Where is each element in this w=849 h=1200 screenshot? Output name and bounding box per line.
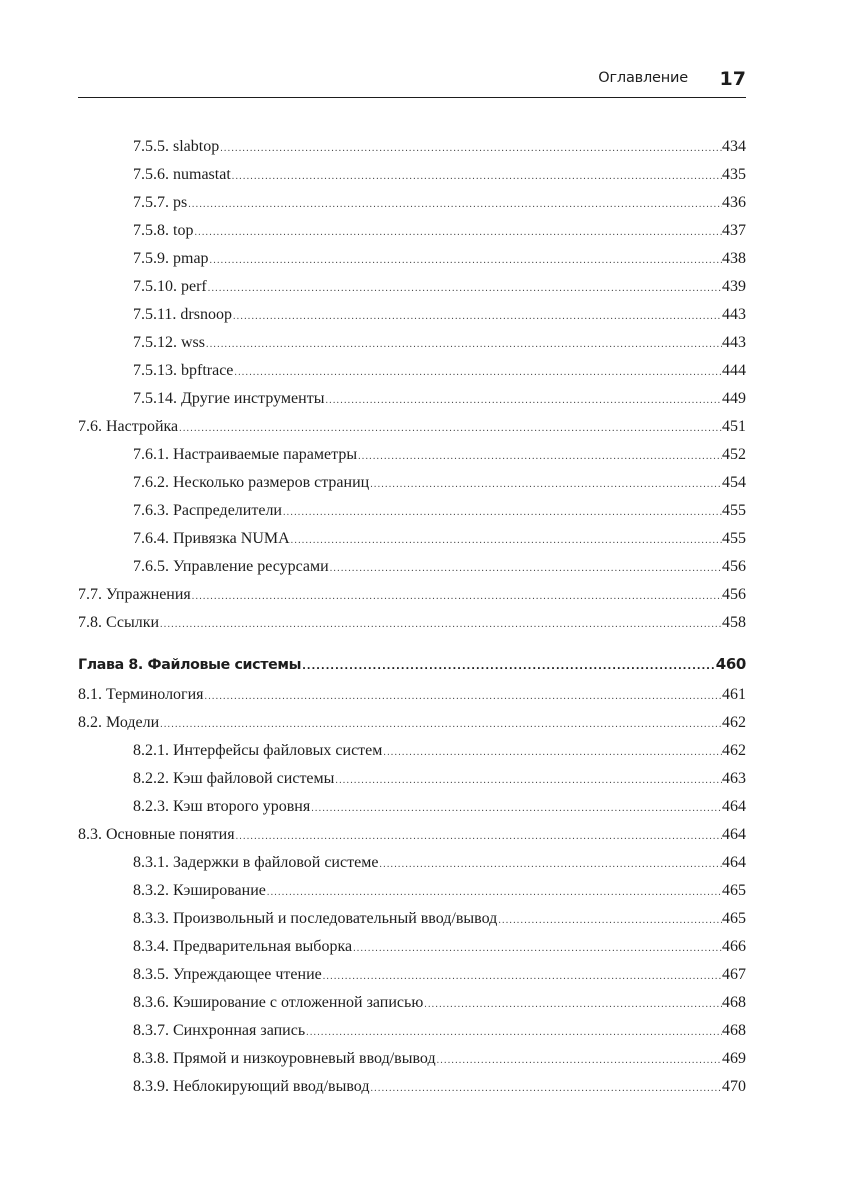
toc-entry-page: 436 bbox=[722, 194, 746, 211]
toc-entry-title: 7.6.5. Управление ресурсами bbox=[133, 558, 329, 575]
toc-dot-leader bbox=[232, 163, 722, 191]
toc-dot-leader bbox=[283, 499, 722, 527]
toc-entry-title: 7.6.2. Несколько размеров страниц bbox=[133, 474, 370, 491]
toc-entry-title: 8.3.7. Синхронная запись bbox=[133, 1022, 306, 1039]
toc-entry-title: 7.6.1. Настраиваемые параметры bbox=[133, 446, 358, 463]
toc-entry-title: 7.5.12. wss bbox=[133, 334, 206, 351]
toc-entry-page: 443 bbox=[722, 306, 746, 323]
toc-entry-page: 452 bbox=[722, 446, 746, 463]
toc-entry-page: 469 bbox=[722, 1050, 746, 1067]
page-number: 17 bbox=[719, 68, 746, 90]
toc-entry-page: 468 bbox=[722, 994, 746, 1011]
toc-dot-leader bbox=[370, 471, 722, 499]
toc-entry-title: 8.2.1. Интерфейсы файловых систем bbox=[133, 742, 383, 759]
toc-entry-page: 465 bbox=[722, 882, 746, 899]
toc-entry-title: 7.5.14. Другие инструменты bbox=[133, 390, 325, 407]
toc-entry-title: 7.6. Настройка bbox=[78, 418, 179, 435]
toc-dot-leader bbox=[233, 303, 722, 331]
toc-dot-leader bbox=[498, 907, 722, 935]
toc-entry-title: 7.5.7. ps bbox=[133, 194, 188, 211]
toc-dot-leader bbox=[335, 767, 722, 795]
toc-dot-leader bbox=[306, 1019, 722, 1047]
toc-entry-title: 8.3.6. Кэширование с отложенной записью bbox=[133, 994, 424, 1011]
toc-entry-page: 449 bbox=[722, 390, 746, 407]
toc-dot-leader bbox=[267, 879, 722, 907]
toc-subsection-entry[interactable] bbox=[78, 525, 746, 553]
toc-entry-title: 7.5.13. bpftrace bbox=[133, 362, 234, 379]
toc-entry-title: 7.5.5. slabtop bbox=[133, 138, 220, 155]
toc-entry-title: 7.5.10. perf bbox=[133, 278, 207, 295]
toc-dot-leader bbox=[323, 963, 722, 991]
toc-subsection-entry[interactable] bbox=[78, 161, 746, 189]
toc-subsection-entry[interactable] bbox=[78, 765, 746, 793]
toc-subsection-entry[interactable] bbox=[78, 553, 746, 581]
toc-entry-page: 463 bbox=[722, 770, 746, 787]
toc-section-entry[interactable] bbox=[78, 681, 746, 709]
toc-dot-leader bbox=[330, 555, 722, 583]
toc-entry-page: 458 bbox=[722, 614, 746, 631]
toc-dot-leader bbox=[188, 191, 722, 219]
toc-entry-page: 434 bbox=[722, 138, 746, 155]
toc-dot-leader bbox=[424, 991, 722, 1019]
toc-dot-leader bbox=[160, 711, 722, 739]
header-divider bbox=[78, 97, 746, 98]
toc-dot-leader bbox=[210, 247, 722, 275]
toc-entry-page: 455 bbox=[722, 530, 746, 547]
toc-dot-leader bbox=[220, 135, 722, 163]
toc-dot-leader bbox=[206, 331, 722, 359]
toc-entry-title: 7.7. Упражнения bbox=[78, 586, 191, 603]
toc-entry-title: 8.3.9. Неблокирующий ввод/вывод bbox=[133, 1078, 370, 1095]
toc-subsection-entry[interactable] bbox=[78, 989, 746, 1017]
running-header bbox=[78, 68, 746, 96]
toc-chapter-title: Глава 8. Файловые системы bbox=[78, 657, 302, 673]
toc-subsection-entry[interactable] bbox=[78, 385, 746, 413]
toc-entry-title: 8.2.3. Кэш второго уровня bbox=[133, 798, 311, 815]
toc-entry-title: 8.3.8. Прямой и низкоуровневый ввод/вывод bbox=[133, 1050, 436, 1067]
toc-entry-page: 462 bbox=[722, 742, 746, 759]
toc-entry-page: 468 bbox=[722, 1022, 746, 1039]
toc-entry-page: 455 bbox=[722, 502, 746, 519]
running-header-title: Оглавление bbox=[598, 70, 688, 86]
toc-subsection-entry[interactable] bbox=[78, 273, 746, 301]
toc-entry-page: 438 bbox=[722, 250, 746, 267]
toc-dot-leader bbox=[358, 443, 722, 471]
toc-subsection-entry[interactable] bbox=[78, 497, 746, 525]
table-of-contents bbox=[78, 133, 746, 1101]
toc-entry-page: 444 bbox=[722, 362, 746, 379]
toc-entry-title: 7.5.11. drsnoop bbox=[133, 306, 232, 323]
toc-dot-leader bbox=[311, 795, 722, 823]
toc-subsection-entry[interactable] bbox=[78, 905, 746, 933]
toc-entry-page: 451 bbox=[722, 418, 746, 435]
toc-dot-leader bbox=[192, 583, 722, 611]
toc-subsection-entry[interactable] bbox=[78, 849, 746, 877]
toc-entry-page: 462 bbox=[722, 714, 746, 731]
toc-subsection-entry[interactable] bbox=[78, 217, 746, 245]
toc-dot-leader bbox=[302, 653, 716, 681]
toc-subsection-entry[interactable] bbox=[78, 329, 746, 357]
toc-dot-leader bbox=[370, 1075, 722, 1103]
toc-entry-title: 8.2. Модели bbox=[78, 714, 160, 731]
toc-subsection-entry[interactable] bbox=[78, 933, 746, 961]
toc-dot-leader bbox=[291, 527, 722, 555]
toc-entry-title: 8.3. Основные понятия bbox=[78, 826, 235, 843]
toc-entry-title: 8.1. Терминология bbox=[78, 686, 204, 703]
toc-entry-page: 437 bbox=[722, 222, 746, 239]
toc-entry-page: 461 bbox=[722, 686, 746, 703]
toc-subsection-entry[interactable] bbox=[78, 469, 746, 497]
toc-entry-page: 456 bbox=[722, 586, 746, 603]
toc-subsection-entry[interactable] bbox=[78, 441, 746, 469]
toc-entry-page: 443 bbox=[722, 334, 746, 351]
toc-entry-title: 7.6.3. Распределители bbox=[133, 502, 282, 519]
toc-section-entry[interactable] bbox=[78, 581, 746, 609]
toc-entry-title: 7.5.6. numastat bbox=[133, 166, 231, 183]
toc-subsection-entry[interactable] bbox=[78, 737, 746, 765]
toc-entry-page: 456 bbox=[722, 558, 746, 575]
toc-entry-page: 454 bbox=[722, 474, 746, 491]
toc-subsection-entry[interactable] bbox=[78, 1045, 746, 1073]
toc-section-entry[interactable] bbox=[78, 709, 746, 737]
toc-subsection-entry[interactable] bbox=[78, 245, 746, 273]
toc-dot-leader bbox=[208, 275, 722, 303]
toc-entry-title: 8.2.2. Кэш файловой системы bbox=[133, 770, 335, 787]
toc-entry-page: 464 bbox=[722, 854, 746, 871]
toc-dot-leader bbox=[179, 415, 722, 443]
toc-chapter-page: 460 bbox=[715, 655, 746, 673]
toc-dot-leader bbox=[379, 851, 722, 879]
toc-entry-title: 8.3.5. Упреждающее чтение bbox=[133, 966, 322, 983]
toc-entry-page: 464 bbox=[722, 798, 746, 815]
toc-entry-title: 8.3.3. Произвольный и последовательный ввод/вывод bbox=[133, 910, 498, 927]
toc-entry-page: 465 bbox=[722, 910, 746, 927]
toc-entry-title: 7.5.9. pmap bbox=[133, 250, 209, 267]
toc-subsection-entry[interactable] bbox=[78, 877, 746, 905]
toc-entry-title: 8.3.2. Кэширование bbox=[133, 882, 266, 899]
toc-chapter-heading[interactable] bbox=[78, 649, 746, 681]
toc-entry-page: 439 bbox=[722, 278, 746, 295]
toc-dot-leader bbox=[383, 739, 722, 767]
toc-entry-page: 466 bbox=[722, 938, 746, 955]
toc-entry-page: 464 bbox=[722, 826, 746, 843]
toc-entry-title: 7.8. Ссылки bbox=[78, 614, 160, 631]
toc-subsection-entry[interactable] bbox=[78, 961, 746, 989]
toc-dot-leader bbox=[353, 935, 722, 963]
toc-group-chapter-8 bbox=[78, 681, 746, 1101]
toc-entry-page: 467 bbox=[722, 966, 746, 983]
toc-subsection-entry[interactable] bbox=[78, 357, 746, 385]
toc-subsection-entry[interactable] bbox=[78, 1017, 746, 1045]
toc-dot-leader bbox=[437, 1047, 722, 1075]
toc-entry-page: 470 bbox=[722, 1078, 746, 1095]
toc-group-chapter-7 bbox=[78, 133, 746, 637]
toc-dot-leader bbox=[325, 387, 722, 415]
toc-subsection-entry[interactable] bbox=[78, 133, 746, 161]
toc-dot-leader bbox=[234, 359, 722, 387]
toc-entry-title: 8.3.1. Задержки в файловой системе bbox=[133, 854, 379, 871]
toc-section-entry[interactable] bbox=[78, 413, 746, 441]
toc-dot-leader bbox=[194, 219, 722, 247]
toc-subsection-entry[interactable] bbox=[78, 301, 746, 329]
toc-entry-title: 7.6.4. Привязка NUMA bbox=[133, 530, 290, 547]
toc-entry-title: 8.3.4. Предварительная выборка bbox=[133, 938, 353, 955]
toc-subsection-entry[interactable] bbox=[78, 189, 746, 217]
toc-entry-title: 7.5.8. top bbox=[133, 222, 194, 239]
toc-entry-page: 435 bbox=[722, 166, 746, 183]
toc-dot-leader bbox=[160, 611, 722, 639]
toc-dot-leader bbox=[236, 823, 722, 851]
toc-dot-leader bbox=[205, 683, 722, 711]
toc-subsection-entry[interactable] bbox=[78, 1073, 746, 1101]
toc-subsection-entry[interactable] bbox=[78, 793, 746, 821]
toc-section-entry[interactable] bbox=[78, 821, 746, 849]
toc-section-entry[interactable] bbox=[78, 609, 746, 637]
